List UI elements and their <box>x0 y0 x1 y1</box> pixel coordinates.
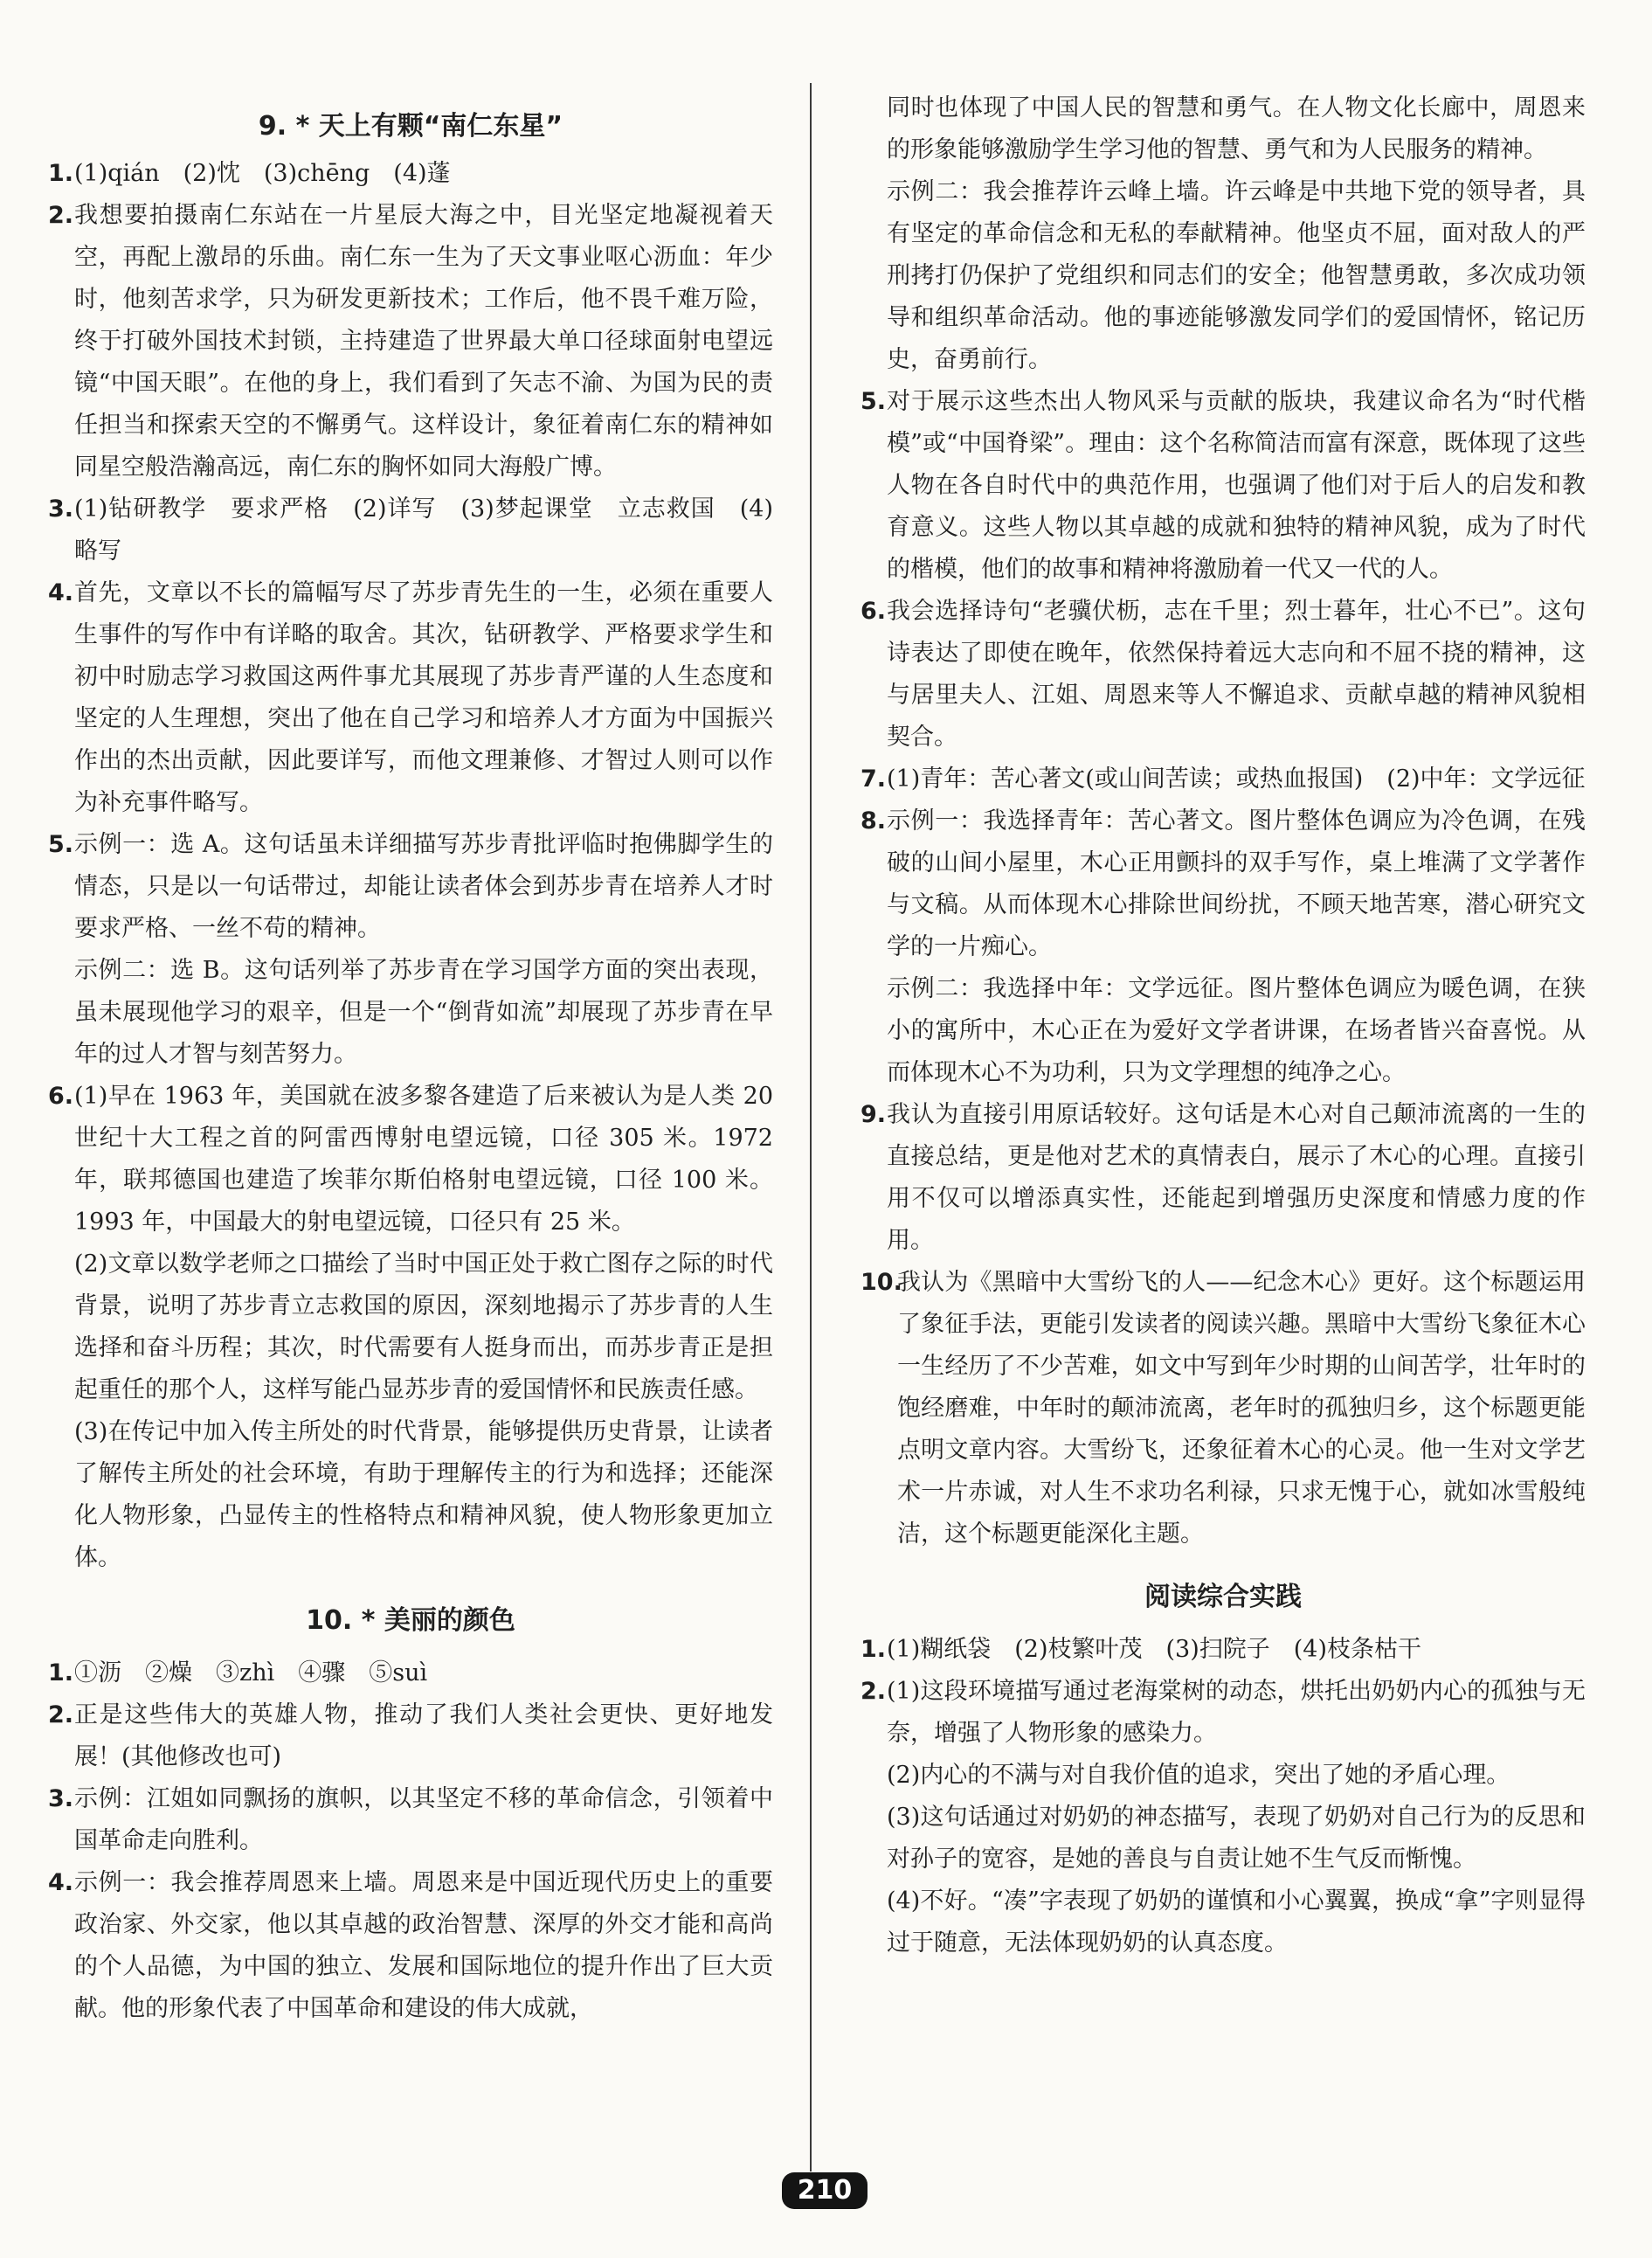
answer-item <box>861 1262 1586 1555</box>
item-number: 10. <box>861 1269 902 1296</box>
answer-text: 首先，文章以不长的篇幅写尽了苏步青先生的一生，必须在重要人生事件的写作中有详略的取舍。其次，钻研教学、严格要求学生和初中时励志学习救国这两件事尤其展现了苏步青严谨的人生态度和坚定的人生理想，突出了他在自己学习和培养人才方面为中国振兴作出的杰出贡献，因此要详写，而他文理兼修、才智过人则可以作为补充事件略写。 <box>74 579 773 816</box>
answer-text: 示例二：选 B。这句话列举了苏步青在学习国学方面的突出表现，虽未展现他学习的艰辛，但是一个“倒背如流”却展现了苏步青在早年的过人才智与刻苦努力。 <box>74 957 773 1068</box>
answer-text: 我想要拍摄南仁东站在一片星辰大海之中，目光坚定地凝视着天空，再配上激昂的乐曲。南仁东一生为了天文事业呕心沥血：年少时，他刻苦求学，只为研发更新技术；工作后，他不畏千难万险，终于打破外国技术封锁，主持建造了世界最大单口径球面射电望远镜“中国天眼”。在他的身上，我们看到了矢志不渝、为国为民的责任担当和探索天空的不懈勇气。这样设计，象征着南仁东的精神如同星空般浩瀚高远，南仁东的胸怀如同大海般广博。 <box>74 202 773 481</box>
answer-text: (3)在传记中加入传主所处的时代背景，能够提供历史背景，让读者了解传主所处的社会环境，有助于理解传主的行为和选择；还能深化人物形象，凸显传主的性格特点和精神风貌，使人物形象更加立体。 <box>74 1418 773 1571</box>
answer-text: 示例二：我会推荐许云峰上墙。许云峰是中共地下党的领导者，具有坚定的革命信念和无私的奉献精神。他坚贞不屈，面对敌人的严刑拷打仍保护了党组织和同志们的安全；他智慧勇敢，多次成功领导和组织革命活动。他的事迹能够激发同学们的爱国情怀，铭记历史，奋勇前行。 <box>887 178 1586 373</box>
answer-text: 我认为直接引用原话较好。这句话是木心对自己颠沛流离的一生的直接总结，更是他对艺术的真情表白，展示了木心的心理。直接引用不仅可以增添真实性，还能起到增强历史深度和情感力度的作用。 <box>887 1101 1586 1254</box>
answer-text: (3)这句话通过对奶奶的神态描写，表现了奶奶对自己行为的反思和对孙子的宽容，是她的善良与自责让她不生气反而惭愧。 <box>887 1804 1586 1873</box>
answer-item <box>861 758 1586 800</box>
item-number: 1. <box>48 1659 74 1687</box>
answer-item <box>48 488 773 572</box>
section-title-10: 10. * 美丽的颜色 <box>306 1605 515 1636</box>
answer-text: (1)青年：苦心著文(或山间苦读；或热血报国) (2)中年：文学远征 <box>887 765 1586 793</box>
answer-item <box>48 195 773 488</box>
item-number: 6. <box>48 1083 74 1110</box>
item-number: 5. <box>861 388 887 415</box>
answer-text: 我认为《黑暗中大雪纷飞的人——纪念木心》更好。这个标题运用了象征手法，更能引发读者的阅读兴趣。黑暗中大雪纷飞象征木心一生经历了不少苦难，如文中写到年少时期的山间苦学，壮年时的饱经磨难，中年时的颠沛流离，老年时的孤独归乡，这个标题更能点明文章内容。大雪纷飞，还象征着木心的心灵。他一生对文学艺术一片赤诚，对人生不求功名利禄，只求无愧于心，就如冰雪般纯洁，这个标题更能深化主题。 <box>897 1269 1586 1548</box>
item-number: 2. <box>48 1701 74 1728</box>
answer-text: 同时也体现了中国人民的智慧和勇气。在人物文化长廊中，周恩来的形象能够激励学生学习他的智慧、勇气和为人民服务的精神。 <box>887 94 1586 163</box>
item-number: 5. <box>48 831 74 858</box>
item-number: 3. <box>48 1785 74 1812</box>
section-title-reading: 阅读综合实践 <box>1144 1582 1302 1612</box>
page-number: 210 <box>782 2172 867 2209</box>
answer-text: ①沥 ②燥 ③zhì ④骤 ⑤suì <box>74 1659 428 1687</box>
answer-item <box>48 1652 773 1694</box>
answer-item <box>48 1778 773 1862</box>
left-column <box>48 0 773 2030</box>
right-column <box>861 0 1586 1964</box>
answer-item <box>861 381 1586 591</box>
answer-text: (1)这段环境描写通过老海棠树的动态，烘托出奶奶内心的孤独与无奈，增强了人物形象的感染力。 <box>887 1678 1586 1747</box>
answer-text: (4)不好。“凑”字表现了奶奶的谨慎和小心翼翼，换成“拿”字则显得过于随意，无法体现奶奶的认真态度。 <box>887 1887 1586 1957</box>
answer-text: (1)钻研教学 要求严格 (2)详写 (3)梦起课堂 立志救国 (4)略写 <box>74 495 773 564</box>
answer-text: (2)文章以数学老师之口描绘了当时中国正处于救亡图存之际的时代背景，说明了苏步青立志救国的原因，深刻地揭示了苏步青的人生选择和奋斗历程；其次，时代需要有人挺身而出，而苏步青正是担起重任的那个人，这样写能凸显苏步青的爱国情怀和民族责任感。 <box>74 1250 773 1403</box>
answer-item <box>48 1076 773 1579</box>
answer-text: 示例一：选 A。这句话虽未详细描写苏步青批评临时抱佛脚学生的情态，只是以一句话带过，却能让读者体会到苏步青在培养人才时要求严格、一丝不苟的精神。 <box>74 831 773 942</box>
answer-item <box>48 1694 773 1778</box>
item-number: 7. <box>861 765 887 793</box>
answer-text: (1)qián (2)忱 (3)chēng (4)蓬 <box>74 160 451 187</box>
answer-text: (1)糊纸袋 (2)枝繁叶茂 (3)扫院子 (4)枝条枯干 <box>887 1636 1421 1663</box>
column-divider <box>810 83 812 2171</box>
item-number: 6. <box>861 598 887 625</box>
answer-item <box>861 800 1586 1094</box>
item-number: 8. <box>861 807 887 835</box>
answer-item <box>861 1629 1586 1671</box>
answer-item <box>861 591 1586 758</box>
continued-text <box>861 87 1586 381</box>
answer-text: 我会选择诗句“老骥伏枥，志在千里；烈士暮年，壮心不已”。这句诗表达了即使在晚年，依然保持着远大志向和不屈不挠的精神，这与居里夫人、江姐、周恩来等人不懈追求、贡献卓越的精神风貌相契合。 <box>887 598 1586 751</box>
answer-text: 示例一：我选择青年：苦心著文。图片整体色调应为冷色调，在残破的山间小屋里，木心正用颤抖的双手写作，桌上堆满了文学著作与文稿。从而体现木心排除世间纷扰，不顾天地苦寒，潜心研究文学的一片痴心。 <box>887 807 1586 960</box>
answer-text: 示例二：我选择中年：文学远征。图片整体色调应为暖色调，在狭小的寓所中，木心正在为爱好文学者讲课，在场者皆兴奋喜悦。从而体现木心不为功利，只为文学理想的纯净之心。 <box>887 975 1586 1086</box>
answer-item <box>48 572 773 824</box>
item-number: 9. <box>861 1101 887 1128</box>
answer-text: 正是这些伟大的英雄人物，推动了我们人类社会更快、更好地发展！(其他修改也可) <box>74 1701 773 1770</box>
answer-text: (1)早在 1963 年，美国就在波多黎各建造了后来被认为是人类 20 世纪十大工程之首的阿雷西博射电望远镜，口径 305 米。1972 年，联邦德国也建造了埃菲尔斯伯格射电望远镜，口径 100 米。1993 年，中国最大的射电望远镜，口径只有 25 米。 <box>74 1083 773 1236</box>
section-title-9: 9. * 天上有颗“南仁东星” <box>258 111 563 142</box>
answer-text: 示例一：我会推荐周恩来上墙。周恩来是中国近现代历史上的重要政治家、外交家，他以其卓越的政治智慧、深厚的外交才能和高尚的个人品德，为中国的独立、发展和国际地位的提升作出了巨大贡献。他的形象代表了中国革命和建设的伟大成就， <box>74 1869 773 2022</box>
answer-item <box>48 153 773 195</box>
answer-item <box>861 1671 1586 1964</box>
answer-text: (2)内心的不满与对自我价值的追求，突出了她的矛盾心理。 <box>887 1762 1510 1789</box>
item-number: 2. <box>861 1678 887 1705</box>
item-number: 4. <box>48 579 74 606</box>
answer-item <box>48 824 773 1076</box>
item-number: 3. <box>48 495 74 523</box>
item-number: 2. <box>48 202 74 229</box>
item-number: 1. <box>48 160 74 187</box>
answer-text: 示例：江姐如同飘扬的旗帜，以其坚定不移的革命信念，引领着中国革命走向胜利。 <box>74 1785 773 1854</box>
answer-item <box>48 1862 773 2030</box>
answer-item <box>861 1094 1586 1262</box>
item-number: 4. <box>48 1869 74 1896</box>
item-number: 1. <box>861 1636 887 1663</box>
answer-text: 对于展示这些杰出人物风采与贡献的版块，我建议命名为“时代楷模”或“中国脊梁”。理由：这个名称简洁而富有深意，既体现了这些人物在各自时代中的典范作用，也强调了他们对于后人的启发和教育意义。这些人物以其卓越的成就和独特的精神风貌，成为了时代的楷模，他们的故事和精神将激励着一代又一代的人。 <box>887 388 1586 583</box>
